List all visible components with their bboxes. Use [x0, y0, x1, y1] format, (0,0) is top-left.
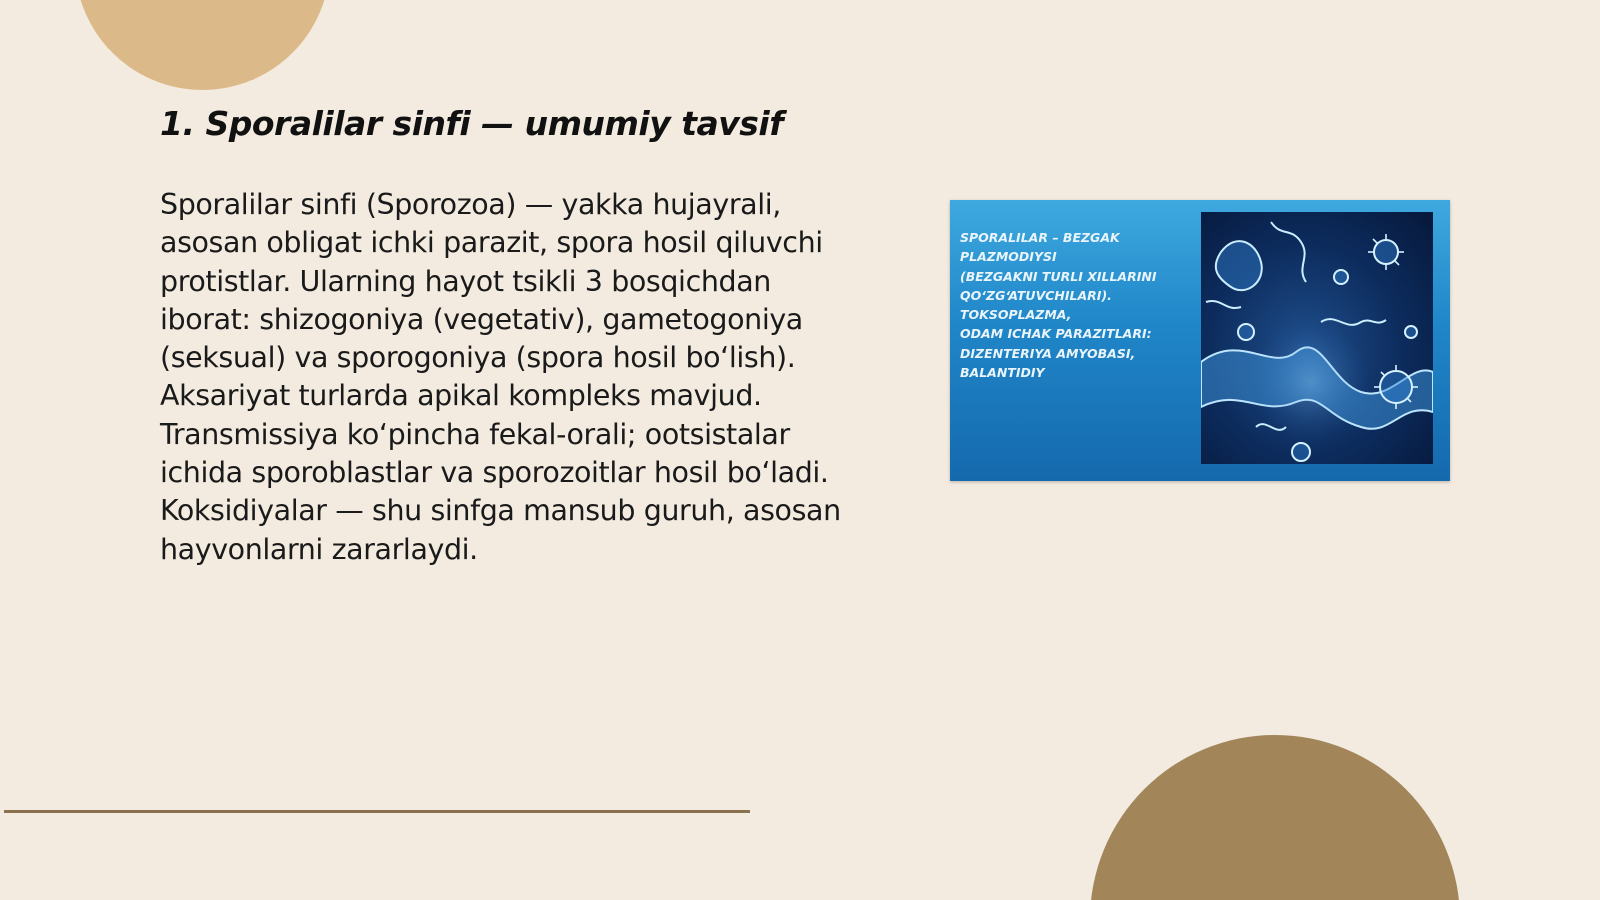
image-caption: SPORALILAR – BEZGAK PLAZMODIYSI (BEZGAKNI TURLI XILLARINI QO‘ZG‘ATUVCHILARI). TOKSOPLAZMA, ODAM ICHAK PARAZITLARI: DIZENTERIYA AMYOBASI, BALANTIDIY	[960, 230, 1157, 381]
slide-title: 1. Sporalilar sinfi — umumiy tavsif	[160, 104, 784, 143]
footer-divider	[4, 810, 750, 813]
microorganism-illustration	[1201, 212, 1433, 464]
decorative-circle-bottom	[1090, 735, 1460, 900]
decorative-circle-top	[75, 0, 330, 90]
microorganism-icon	[1201, 212, 1433, 464]
sporozoa-image	[950, 200, 1450, 481]
slide-body-text: Sporalilar sinfi (Sporozoa) — yakka hujayrali, asosan obligat ichki parazit, spora hosil qiluvchi protistlar. Ularning hayot tsikli 3 bosqichdan iborat: shizogoniya (vegetativ), gametogoniya (seksual) va sporogoniya (spora hosil bo‘lish). Aksariyat turlarda apikal kompleks mavjud. Transmissiya ko‘pincha fekal-orali; ootsistalar ichida sporoblastlar va sporozoitlar hosil bo‘ladi. Koksidiyalar — shu sinfga mansub guruh, asosan hayvonlarni zararlaydi.	[160, 188, 841, 566]
